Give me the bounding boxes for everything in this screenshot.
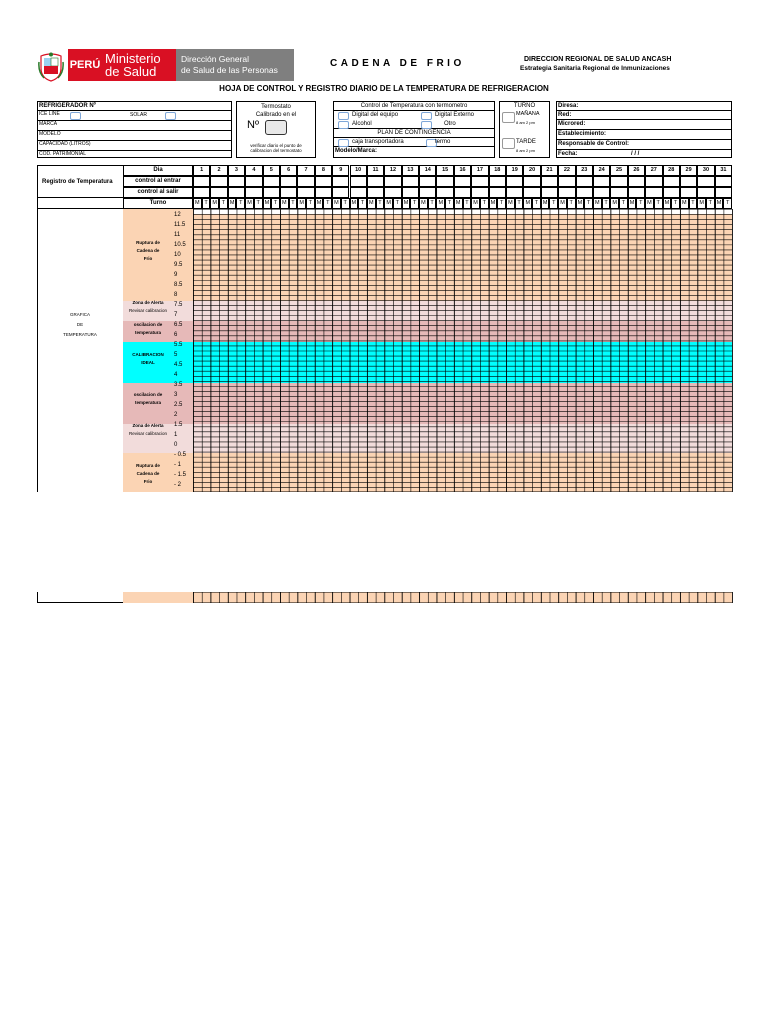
salir-cell-29[interactable]	[680, 187, 697, 198]
temp-label: 3.5	[174, 381, 183, 388]
salir-cell-27[interactable]	[645, 187, 662, 198]
modelo-label: MODELO	[38, 131, 231, 141]
temp-label: 8	[174, 291, 178, 298]
salir-cell-30[interactable]	[697, 187, 714, 198]
salir-cell-7[interactable]	[297, 187, 314, 198]
salir-cell-11[interactable]	[367, 187, 384, 198]
entrar-cell-9[interactable]	[332, 176, 349, 187]
digital-equipo-label: Digital del equipo	[352, 112, 399, 118]
turno-cell-8-T: T	[323, 198, 332, 209]
registro-label: Registro de Temperatura	[42, 179, 113, 185]
salir-cell-10[interactable]	[350, 187, 367, 198]
termostato-note-line1: verificar diario el punto de	[250, 143, 302, 148]
entrar-cell-12[interactable]	[384, 176, 401, 187]
refrigerador-box	[37, 101, 232, 158]
turno-cell-16-M: M	[454, 198, 463, 209]
label-ruptura-bottom	[123, 462, 173, 486]
region-title: DIRECCION REGIONAL DE SALUD ANCASH	[524, 56, 672, 63]
turno-cell-12-M: M	[384, 198, 393, 209]
turno-cell-18-M: M	[489, 198, 498, 209]
cod-patrimonial-label: COD. PATRIMONIAL	[39, 151, 87, 157]
dia-label: Dia	[123, 165, 193, 176]
control-entrar-label: control al entrar	[123, 176, 193, 187]
day-header-19: 19	[506, 165, 523, 176]
tarde-time: 8 am 2 pm	[516, 148, 535, 153]
day-header-13: 13	[402, 165, 419, 176]
termostato-title: Termostato	[261, 104, 291, 110]
turno-cell-6-T: T	[289, 198, 298, 209]
turno-cell-13-M: M	[402, 198, 411, 209]
turno-cell-25-M: M	[610, 198, 619, 209]
control-row-1	[334, 111, 494, 120]
salir-cell-28[interactable]	[663, 187, 680, 198]
page-title: CADENA DE FRIO	[330, 58, 465, 69]
day-header-24: 24	[593, 165, 610, 176]
turno-cell-8-M: M	[315, 198, 324, 209]
turno-cell-19-M: M	[506, 198, 515, 209]
turno-cell-24-T: T	[602, 198, 611, 209]
turno-cell-16-T: T	[463, 198, 472, 209]
entrar-cell-5[interactable]	[263, 176, 280, 187]
entrar-cell-4[interactable]	[245, 176, 262, 187]
turno-cell-19-T: T	[515, 198, 524, 209]
turno-cell-26-T: T	[636, 198, 645, 209]
tarde-label: TARDE	[516, 139, 536, 145]
turno-cell-21-T: T	[549, 198, 558, 209]
direccion-line2: de Salud de las Personas	[181, 65, 278, 75]
turno-cell-11-T: T	[376, 198, 385, 209]
turno-cell-29-T: T	[689, 198, 698, 209]
digital-externo-label: Digital Externo	[435, 112, 475, 118]
peru-logo: PERÚ	[68, 49, 102, 81]
temp-label: 2.5	[174, 401, 183, 408]
label-alerta-bottom	[123, 422, 173, 438]
ministerio-line1: Ministerio	[105, 51, 161, 66]
capacidad-label: CAPACIDAD (LITROS)	[38, 141, 231, 151]
entrar-cell-30[interactable]	[697, 176, 714, 187]
turno-cell-24-M: M	[593, 198, 602, 209]
ruptura-bottom-line1: Ruptura de	[136, 463, 160, 468]
alerta-top-title: Zona de Alerta	[132, 300, 164, 305]
turno-cell-28-M: M	[663, 198, 672, 209]
turno-cell-23-M: M	[576, 198, 585, 209]
manana-checkbox[interactable]	[502, 112, 515, 123]
temp-label: - 0.5	[174, 451, 187, 458]
temp-label: - 2	[174, 481, 182, 488]
label-alerta-top	[123, 299, 173, 315]
temp-label: 11	[174, 231, 181, 238]
day-header-27: 27	[645, 165, 662, 176]
turno-cell-10-T: T	[358, 198, 367, 209]
calibracion-line2: IDEAL	[141, 360, 155, 365]
turno-cell-20-T: T	[532, 198, 541, 209]
salir-cell-21[interactable]	[541, 187, 558, 198]
tarde-checkbox[interactable]	[502, 138, 515, 149]
day-header-10: 10	[350, 165, 367, 176]
alerta-bottom-sub: Revisar calibracion	[128, 431, 167, 436]
day-header-6: 6	[280, 165, 297, 176]
entrar-cell-10[interactable]	[350, 176, 367, 187]
entrar-cell-25[interactable]	[610, 176, 627, 187]
control-salir-label: control al salir	[123, 187, 193, 198]
direccion-logo	[176, 49, 294, 81]
turno-cell-3-M: M	[228, 198, 237, 209]
turno-cell-4-T: T	[254, 198, 263, 209]
salir-cell-16[interactable]	[454, 187, 471, 198]
contingencia-row	[334, 138, 494, 147]
responsable-label: Responsable de Control:	[557, 140, 731, 150]
oscilacion-bottom-line1: oscilacion de	[133, 392, 163, 397]
day-header-14: 14	[419, 165, 436, 176]
salir-cell-2[interactable]	[210, 187, 227, 198]
entrar-cell-29[interactable]	[680, 176, 697, 187]
grafica-line2: DE	[76, 322, 84, 327]
salir-cell-18[interactable]	[489, 187, 506, 198]
entrar-cell-22[interactable]	[558, 176, 575, 187]
turno-cell-17-M: M	[471, 198, 480, 209]
bottom-strip-label-cell	[123, 592, 193, 603]
alerta-top-sub: Revisar calibracion	[128, 308, 167, 313]
day-header-31: 31	[715, 165, 732, 176]
temp-label: 2	[174, 411, 178, 418]
day-header-28: 28	[663, 165, 680, 176]
modelo-marca-label: Modelo/Marca:	[335, 148, 378, 154]
turno-cell-26-M: M	[628, 198, 637, 209]
salir-cell-17[interactable]	[471, 187, 488, 198]
temp-label: 1	[174, 431, 178, 438]
termostato-calibrado: Calibrado en el	[255, 112, 297, 118]
salir-cell-23[interactable]	[576, 187, 593, 198]
turno-cell-17-T: T	[480, 198, 489, 209]
oscilacion-top-line1: oscilacion de	[133, 322, 163, 327]
temp-label: 0	[174, 441, 178, 448]
termo-label: termo	[435, 139, 451, 145]
temp-label: 5.5	[174, 341, 183, 348]
salir-cell-15[interactable]	[436, 187, 453, 198]
region-subtitle: Estrategia Sanitaria Regional de Inmunizaciones	[520, 65, 670, 72]
ice-line-row	[38, 111, 231, 121]
grafica-line3: TEMPERATURA	[63, 332, 97, 337]
turno-cell-6-M: M	[280, 198, 289, 209]
day-header-21: 21	[541, 165, 558, 176]
turno-cell-5-M: M	[263, 198, 272, 209]
entrar-cell-17[interactable]	[471, 176, 488, 187]
day-header-18: 18	[489, 165, 506, 176]
control-row-2	[334, 120, 494, 128]
control-temperatura-box	[333, 101, 495, 158]
salir-cell-26[interactable]	[628, 187, 645, 198]
temp-label: 10	[174, 251, 181, 258]
turno-cell-28-T: T	[671, 198, 680, 209]
turno-row-left	[37, 197, 123, 209]
salir-cell-20[interactable]	[523, 187, 540, 198]
temp-label: 10.5	[174, 241, 186, 248]
salir-cell-31[interactable]	[715, 187, 732, 198]
salir-cell-6[interactable]	[280, 187, 297, 198]
temp-label: 6	[174, 331, 178, 338]
fecha-label: Fecha:	[558, 151, 578, 157]
temp-label: 12	[174, 212, 181, 218]
alcohol-label: Alcohol	[352, 121, 372, 127]
entrar-cell-13[interactable]	[402, 176, 419, 187]
day-header-12: 12	[384, 165, 401, 176]
turno-cell-1-T: T	[202, 198, 211, 209]
solar-checkbox[interactable]	[165, 112, 176, 120]
turno-cell-4-M: M	[245, 198, 254, 209]
ruptura-top-line1: Ruptura de	[136, 240, 160, 245]
grid-left-border	[37, 209, 38, 492]
turno-cell-10-M: M	[350, 198, 359, 209]
temp-label: 8.5	[174, 281, 183, 288]
solar-label: SOLAR	[130, 112, 147, 118]
turno-cell-22-T: T	[567, 198, 576, 209]
day-header-25: 25	[610, 165, 627, 176]
turno-cell-21-M: M	[541, 198, 550, 209]
caja-checkbox[interactable]	[338, 139, 349, 147]
turno-cell-14-M: M	[419, 198, 428, 209]
day-header-1: 1	[193, 165, 210, 176]
salir-cell-25[interactable]	[610, 187, 627, 198]
grafica-label	[37, 310, 123, 340]
turno-cell-31-M: M	[715, 198, 724, 209]
turno-box	[499, 101, 550, 158]
salir-cell-12[interactable]	[384, 187, 401, 198]
digital-externo-checkbox[interactable]	[421, 112, 432, 120]
salir-cell-1[interactable]	[193, 187, 210, 198]
turno-cell-7-M: M	[297, 198, 306, 209]
temperature-grid[interactable]	[193, 209, 733, 493]
ice-line-checkbox[interactable]	[70, 112, 81, 120]
day-header-23: 23	[576, 165, 593, 176]
fecha-row	[557, 150, 731, 159]
microred-label: Microred:	[557, 120, 731, 130]
marca-label: MARCA	[38, 121, 231, 131]
day-header-26: 26	[628, 165, 645, 176]
turno-cell-20-M: M	[523, 198, 532, 209]
plan-contingencia-title: PLAN DE CONTINGENCIA	[334, 128, 494, 138]
day-header-15: 15	[436, 165, 453, 176]
turno-cell-23-T: T	[584, 198, 593, 209]
temp-label: 7.5	[174, 301, 183, 308]
temp-label: 11.5	[174, 221, 186, 228]
turno-cell-27-T: T	[654, 198, 663, 209]
day-header-20: 20	[523, 165, 540, 176]
turno-label: Turno	[123, 198, 193, 209]
salir-cell-8[interactable]	[315, 187, 332, 198]
entrar-cell-19[interactable]	[506, 176, 523, 187]
day-header-3: 3	[228, 165, 245, 176]
otro-checkbox[interactable]	[421, 121, 432, 129]
red-label: Red:	[557, 111, 731, 120]
entrar-cell-8[interactable]	[315, 176, 332, 187]
turno-cell-3-T: T	[236, 198, 245, 209]
fecha-separators: / / /	[631, 151, 640, 157]
salir-cell-4[interactable]	[245, 187, 262, 198]
ruptura-top-line3: Frio	[143, 256, 153, 261]
diresa-label: Diresa:	[557, 102, 731, 111]
oscilacion-top-line2: temperatura	[134, 330, 161, 335]
label-calibracion	[123, 351, 173, 367]
turno-cell-30-M: M	[697, 198, 706, 209]
salir-cell-9[interactable]	[332, 187, 349, 198]
entrar-cell-1[interactable]	[193, 176, 210, 187]
termostato-note-line2: calibracion del termostato	[250, 148, 302, 153]
peru-coat-of-arms-icon	[38, 52, 64, 82]
direccion-line1: Dirección General	[181, 54, 250, 64]
day-header-16: 16	[454, 165, 471, 176]
temp-label: - 1.5	[174, 471, 187, 478]
salir-cell-19[interactable]	[506, 187, 523, 198]
turno-cell-27-M: M	[645, 198, 654, 209]
turno-cell-22-M: M	[558, 198, 567, 209]
termostato-numero-label: Nº	[247, 119, 259, 131]
day-header-9: 9	[332, 165, 349, 176]
establecimiento-label: Establecimiento:	[557, 130, 731, 140]
day-header-7: 7	[297, 165, 314, 176]
temp-label: 4	[174, 371, 178, 378]
entrar-cell-11[interactable]	[367, 176, 384, 187]
turno-cell-18-T: T	[497, 198, 506, 209]
turno-cell-2-M: M	[210, 198, 219, 209]
day-header-5: 5	[263, 165, 280, 176]
salir-cell-14[interactable]	[419, 187, 436, 198]
temp-label: 7	[174, 311, 178, 318]
entrar-cell-20[interactable]	[523, 176, 540, 187]
temp-label: - 1	[174, 461, 182, 468]
turno-cell-30-T: T	[706, 198, 715, 209]
salir-cell-22[interactable]	[558, 187, 575, 198]
temp-label: 5	[174, 351, 178, 358]
temp-label: 3	[174, 391, 178, 398]
salir-cell-5[interactable]	[263, 187, 280, 198]
entrar-cell-7[interactable]	[297, 176, 314, 187]
refrigerador-title: REFRIGERADOR Nº	[38, 102, 231, 111]
temp-label: 9.5	[174, 261, 183, 268]
entrar-cell-21[interactable]	[541, 176, 558, 187]
entrar-cell-3[interactable]	[228, 176, 245, 187]
day-header-30: 30	[697, 165, 714, 176]
bottom-strip-grid[interactable]	[193, 592, 733, 604]
entrar-cell-24[interactable]	[593, 176, 610, 187]
turno-cell-15-T: T	[445, 198, 454, 209]
grafica-line1: GRAFICA	[69, 312, 90, 317]
entrar-cell-27[interactable]	[645, 176, 662, 187]
entrar-cell-28[interactable]	[663, 176, 680, 187]
turno-cell-1-M: M	[193, 198, 202, 209]
info-box	[556, 101, 732, 158]
day-header-22: 22	[558, 165, 575, 176]
ruptura-bottom-line2: Cadena de	[136, 471, 160, 476]
entrar-cell-23[interactable]	[576, 176, 593, 187]
alcohol-checkbox[interactable]	[338, 121, 349, 129]
day-header-8: 8	[315, 165, 332, 176]
otro-label: Otro	[444, 121, 456, 127]
salir-cell-24[interactable]	[593, 187, 610, 198]
alerta-bottom-title: Zona de Alerta	[132, 423, 164, 428]
digital-equipo-checkbox[interactable]	[338, 112, 349, 120]
termostato-box	[236, 101, 316, 158]
turno-cell-9-T: T	[341, 198, 350, 209]
turno-cell-5-T: T	[271, 198, 280, 209]
label-oscilacion-top	[123, 321, 173, 337]
day-header-29: 29	[680, 165, 697, 176]
oscilacion-bottom-line2: temperatura	[134, 400, 161, 405]
turno-cell-31-T: T	[723, 198, 732, 209]
sheet-title: HOJA DE CONTROL Y REGISTRO DIARIO DE LA TEMPERATURA DE REFRIGERACION	[219, 84, 549, 93]
temp-label: 4.5	[174, 361, 183, 368]
entrar-cell-14[interactable]	[419, 176, 436, 187]
ruptura-top-line2: Cadena de	[136, 248, 160, 253]
turno-cell-2-T: T	[219, 198, 228, 209]
day-header-4: 4	[245, 165, 262, 176]
bottom-strip-baseline	[37, 602, 123, 603]
manana-label: MAÑANA	[516, 111, 540, 117]
day-header-2: 2	[210, 165, 227, 176]
turno-cell-25-T: T	[619, 198, 628, 209]
control-title: Control de Temperatura con termometro	[334, 102, 494, 111]
bottom-strip-fill	[193, 592, 732, 603]
ministerio-line2: de Salud	[105, 64, 157, 79]
turno-cell-15-M: M	[436, 198, 445, 209]
salir-cell-3[interactable]	[228, 187, 245, 198]
salir-cell-13[interactable]	[402, 187, 419, 198]
turno-cell-12-T: T	[393, 198, 402, 209]
day-header-11: 11	[367, 165, 384, 176]
ruptura-bottom-line3: Frio	[143, 479, 153, 484]
temp-label: 1.5	[174, 421, 183, 428]
entrar-cell-16[interactable]	[454, 176, 471, 187]
entrar-cell-18[interactable]	[489, 176, 506, 187]
entrar-cell-15[interactable]	[436, 176, 453, 187]
day-header-17: 17	[471, 165, 488, 176]
turno-cell-9-M: M	[332, 198, 341, 209]
ice-line-label: ICE LINE	[39, 111, 60, 117]
label-oscilacion-bottom	[123, 391, 173, 407]
turno-cell-11-M: M	[367, 198, 376, 209]
entrar-cell-31[interactable]	[715, 176, 732, 187]
temp-label: 6.5	[174, 321, 183, 328]
turno-title: TURNO	[513, 103, 536, 109]
turno-cell-7-T: T	[306, 198, 315, 209]
manana-time: 8 am 2 pm	[516, 120, 535, 125]
entrar-cell-2[interactable]	[210, 176, 227, 187]
entrar-cell-26[interactable]	[628, 176, 645, 187]
entrar-cell-6[interactable]	[280, 176, 297, 187]
caja-label: caja transportadora	[352, 139, 404, 145]
calibracion-line1: CALIBRACION	[132, 352, 164, 357]
temp-label: 9	[174, 271, 178, 278]
turno-cell-29-M: M	[680, 198, 689, 209]
turno-cell-13-T: T	[410, 198, 419, 209]
ministerio-logo	[102, 49, 176, 81]
turno-cell-14-T: T	[428, 198, 437, 209]
label-ruptura-top	[123, 239, 173, 263]
termostato-number-field[interactable]	[265, 120, 287, 135]
